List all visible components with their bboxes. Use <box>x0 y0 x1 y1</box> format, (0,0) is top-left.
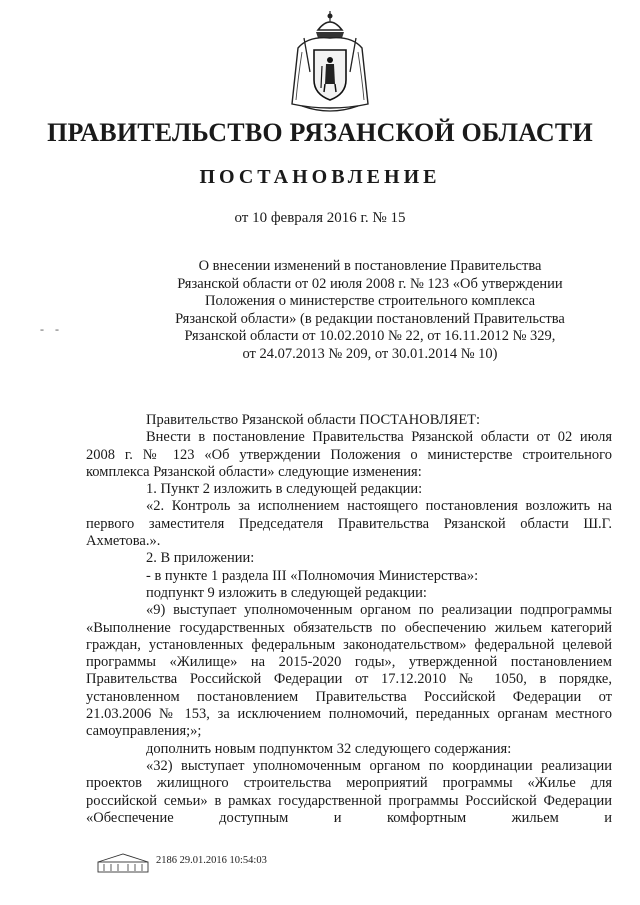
stamp-text: 2186 29.01.2016 10:54:03 <box>156 855 267 866</box>
decree-date-number: от 10 февраля 2016 г. № 15 <box>234 210 406 226</box>
registration-stamp <box>96 852 396 874</box>
subject-line: Рязанской области от 10.02.2010 № 22, от 16.11.2012 № 329, <box>184 328 556 344</box>
body-paragraph: 2. В приложении: <box>146 550 255 567</box>
subject-line: Рязанской области» (в редакции постановлений Правительства <box>175 310 565 327</box>
building-stamp-icon <box>96 852 150 874</box>
government-title: ПРАВИТЕЛЬСТВО РЯЗАНСКОЙ ОБЛАСТИ <box>47 118 593 147</box>
coat-of-arms-icon <box>288 8 372 116</box>
body-paragraph: «32) выступает уполномоченным органом по координации реализации проектов жилищного строительства мероприятий программы «Жилье для российской семьи» в рамках государственной программы Российской Федерации «Обеспечение доступным и комфортным жильем и <box>86 757 612 826</box>
subject-line: от 24.07.2013 № 209, от 30.01.2014 № 10) <box>242 345 498 362</box>
decree-body <box>86 412 612 827</box>
body-paragraph: Внести в постановление Правительства Рязанской области от 02 июля 2008 г. № 123 «Об утверждении Положения о министерстве строительного комплекса Рязанской области» следующие изменения: <box>86 429 612 480</box>
body-paragraph: Правительство Рязанской области ПОСТАНОВЛЯЕТ: <box>146 412 481 428</box>
subject-line: Положения о министерстве строительного комплекса <box>204 293 536 309</box>
body-paragraph: подпункт 9 изложить в следующей редакции: <box>146 584 427 601</box>
margin-mark: - - <box>40 322 63 336</box>
body-paragraph: 1. Пункт 2 изложить в следующей редакции: <box>146 481 423 498</box>
decree-subject <box>140 258 600 363</box>
body-paragraph: дополнить новым подпунктом 32 следующего содержания: <box>146 740 512 757</box>
body-paragraph: - в пункте 1 раздела III «Полномочия Министерства»: <box>146 567 479 584</box>
body-paragraph: «2. Контроль за исполнением настоящего постановления возложить на первого заместителя Председателя Правительства Рязанской области Ш.Г. Ахметова.». <box>86 498 612 550</box>
body-paragraph: «9) выступает уполномоченным органом по реализации подпрограммы «Выполнение государственных обязательств по обеспечению жильем категорий граждан, установленных федеральным законодательством» федеральной целевой программы «Жилище» на 2015-2020 годы», утвержденной постановлением Правительства Российской Федерации от 17.12.2010 № 1050, в порядке, установленном постановлением Правительства Российской Федерации от 21.03.2006 № 153, за исключением полномочий, переданных органам местного самоуправления;»; <box>86 602 612 740</box>
document-type: ПОСТАНОВЛЕНИЕ <box>199 166 441 188</box>
subject-line: О внесении изменений в постановление Правительства <box>198 258 542 274</box>
subject-line: Рязанской области от 02 июля 2008 г. № 123 «Об утверждении <box>177 275 563 292</box>
